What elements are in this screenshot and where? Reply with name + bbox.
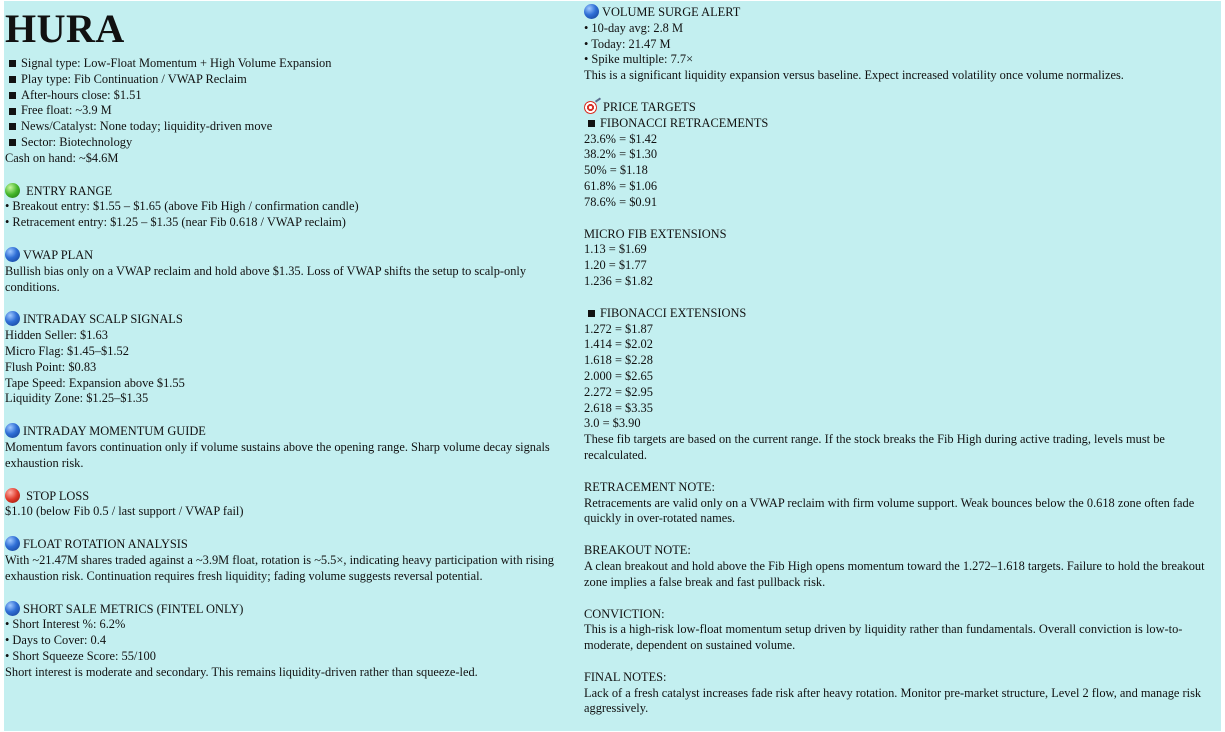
overview-item: Play type: Fib Continuation / VWAP Reclaim: [5, 72, 583, 88]
overview-item: Sector: Biotechnology: [5, 135, 583, 151]
momentum-guide-text: Momentum favors continuation only if volume sustains above the opening range. Sharp volume decay signals exhaustion risk.: [5, 439, 550, 470]
float-rotation-text: With ~21.47M shares traded against a ~3.9M float, rotation is ~5.5×, indicating heavy participation with rising exhaustion risk. Continuation requires fresh liquidity; fading volume suggests reversal potential.: [5, 552, 554, 583]
micro-fib-level: 1.236 = $1.82: [584, 273, 653, 288]
blue-circle-icon: [5, 536, 20, 551]
blue-circle-icon: [5, 601, 20, 616]
fib-extension-level: 1.272 = $1.87: [584, 321, 653, 336]
volume-alert-line: • 10-day avg: 2.8 M: [584, 20, 683, 35]
stop-loss-text: $1.10 (below Fib 0.5 / last support / VWAP fail): [5, 504, 244, 519]
short-sale-line: • Short Interest %: 6.2%: [5, 617, 126, 632]
fib-retracement-level: 61.8% = $1.06: [584, 178, 658, 193]
breakout-note-text: A clean breakout and hold above the Fib High opens momentum toward the 1.272–1.618 targets. Failure to hold the breakout zone implies a false break and fast pullback risk.: [584, 558, 1205, 589]
blue-circle-icon: [5, 311, 20, 326]
blue-circle-icon: [5, 423, 20, 438]
volume-alert-line: • Today: 21.47 M: [584, 36, 671, 51]
micro-fib-heading: MICRO FIB EXTENSIONS: [584, 226, 727, 241]
black-square-icon: [9, 139, 16, 146]
fib-retracement-level: 78.6% = $0.91: [584, 194, 658, 209]
fib-retracement-level: 50% = $1.18: [584, 163, 648, 178]
fib-extensions-heading: FIBONACCI EXTENSIONS: [584, 306, 1218, 322]
short-sale-heading: SHORT SALE METRICS (FINTEL ONLY): [5, 601, 583, 618]
blue-circle-icon: [584, 4, 599, 19]
scalp-signal-line: Flush Point: $0.83: [5, 359, 97, 374]
green-circle-icon: [5, 183, 20, 198]
micro-fib-level: 1.13 = $1.69: [584, 242, 647, 257]
report-panel: [4, 1, 1221, 731]
ticker-title: HURA: [5, 6, 125, 51]
blue-circle-icon: [5, 247, 20, 262]
fib-retracement-level: 38.2% = $1.30: [584, 147, 658, 162]
cash-on-hand: Cash on hand: ~$4.6M: [5, 150, 119, 165]
black-square-icon: [9, 60, 16, 67]
retracement-note-heading: RETRACEMENT NOTE:: [584, 479, 715, 494]
stop-loss-heading: STOP LOSS: [5, 488, 583, 505]
entry-range-heading: ENTRY RANGE: [5, 183, 583, 200]
overview-item: After-hours close: $1.51: [5, 88, 583, 104]
volume-alert-text: This is a significant liquidity expansion versus baseline. Expect increased volatility once volume normalizes.: [584, 68, 1124, 83]
short-sale-text: Short interest is moderate and secondary. This remains liquidity-driven rather than squeeze-led.: [5, 664, 478, 679]
retracement-note-text: Retracements are valid only on a VWAP reclaim with firm volume support. Weak bounces below the 0.618 zone often fade quickly in over-rotated names.: [584, 495, 1195, 526]
black-square-icon: [9, 76, 16, 83]
volume-alert-heading: VOLUME SURGE ALERT: [584, 4, 1218, 21]
fib-extension-level: 1.618 = $2.28: [584, 353, 653, 368]
final-notes-text: Lack of a fresh catalyst increases fade risk after heavy rotation. Monitor pre-market structure, Level 2 flow, and manage risk aggressively.: [584, 685, 1202, 716]
red-circle-icon: [5, 488, 20, 503]
black-square-icon: [9, 108, 16, 115]
short-sale-line: • Days to Cover: 0.4: [5, 633, 107, 648]
left-column: [5, 1, 583, 681]
overview-item: Free float: ~3.9 M: [5, 103, 583, 119]
micro-fib-level: 1.20 = $1.77: [584, 258, 647, 273]
scalp-signals-heading: INTRADAY SCALP SIGNALS: [5, 311, 583, 328]
final-notes-heading: FINAL NOTES:: [584, 669, 667, 684]
fib-extension-level: 3.0 = $3.90: [584, 416, 641, 431]
scalp-signal-line: Micro Flag: $1.45–$1.52: [5, 343, 129, 358]
fib-extension-level: 2.272 = $2.95: [584, 384, 653, 399]
conviction-text: This is a high-risk low-float momentum setup driven by liquidity rather than fundamentals. Overall conviction is low-to-moderate, dependent on sustained volume.: [584, 622, 1183, 653]
black-square-icon: [9, 123, 16, 130]
fib-extension-level: 2.618 = $3.35: [584, 400, 653, 415]
fib-retracements-heading: FIBONACCI RETRACEMENTS: [584, 116, 1218, 132]
entry-range-line: • Retracement entry: $1.25 – $1.35 (near Fib 0.618 / VWAP reclaim): [5, 215, 346, 230]
scalp-signal-line: Hidden Seller: $1.63: [5, 328, 108, 343]
volume-alert-line: • Spike multiple: 7.7×: [584, 52, 694, 67]
overview-item: Signal type: Low-Float Momentum + High Volume Expansion: [5, 56, 583, 72]
conviction-heading: CONVICTION:: [584, 606, 665, 621]
scalp-signal-line: Liquidity Zone: $1.25–$1.35: [5, 391, 149, 406]
overview-item: News/Catalyst: None today; liquidity-driven move: [5, 119, 583, 135]
black-square-icon: [588, 310, 595, 317]
dart-target-icon: [584, 101, 597, 114]
fib-retracement-level: 23.6% = $1.42: [584, 131, 658, 146]
right-column: [584, 1, 1218, 717]
vwap-plan-heading: VWAP PLAN: [5, 247, 583, 264]
black-square-icon: [588, 120, 595, 127]
breakout-note-heading: BREAKOUT NOTE:: [584, 543, 691, 558]
fib-extension-level: 1.414 = $2.02: [584, 337, 653, 352]
entry-range-line: • Breakout entry: $1.55 – $1.65 (above Fib High / confirmation candle): [5, 199, 359, 214]
vwap-plan-text: Bullish bias only on a VWAP reclaim and hold above $1.35. Loss of VWAP shifts the setup to scalp-only conditions.: [5, 263, 527, 294]
short-sale-line: • Short Squeeze Score: 55/100: [5, 648, 156, 663]
scalp-signal-line: Tape Speed: Expansion above $1.55: [5, 375, 185, 390]
momentum-guide-heading: INTRADAY MOMENTUM GUIDE: [5, 423, 583, 440]
price-targets-heading: PRICE TARGETS: [584, 100, 1218, 116]
fib-extension-level: 2.000 = $2.65: [584, 368, 653, 383]
float-rotation-heading: FLOAT ROTATION ANALYSIS: [5, 536, 583, 553]
fib-targets-note: These fib targets are based on the current range. If the stock breaks the Fib High during active trading, levels must be recalculated.: [584, 432, 1165, 462]
black-square-icon: [9, 92, 16, 99]
